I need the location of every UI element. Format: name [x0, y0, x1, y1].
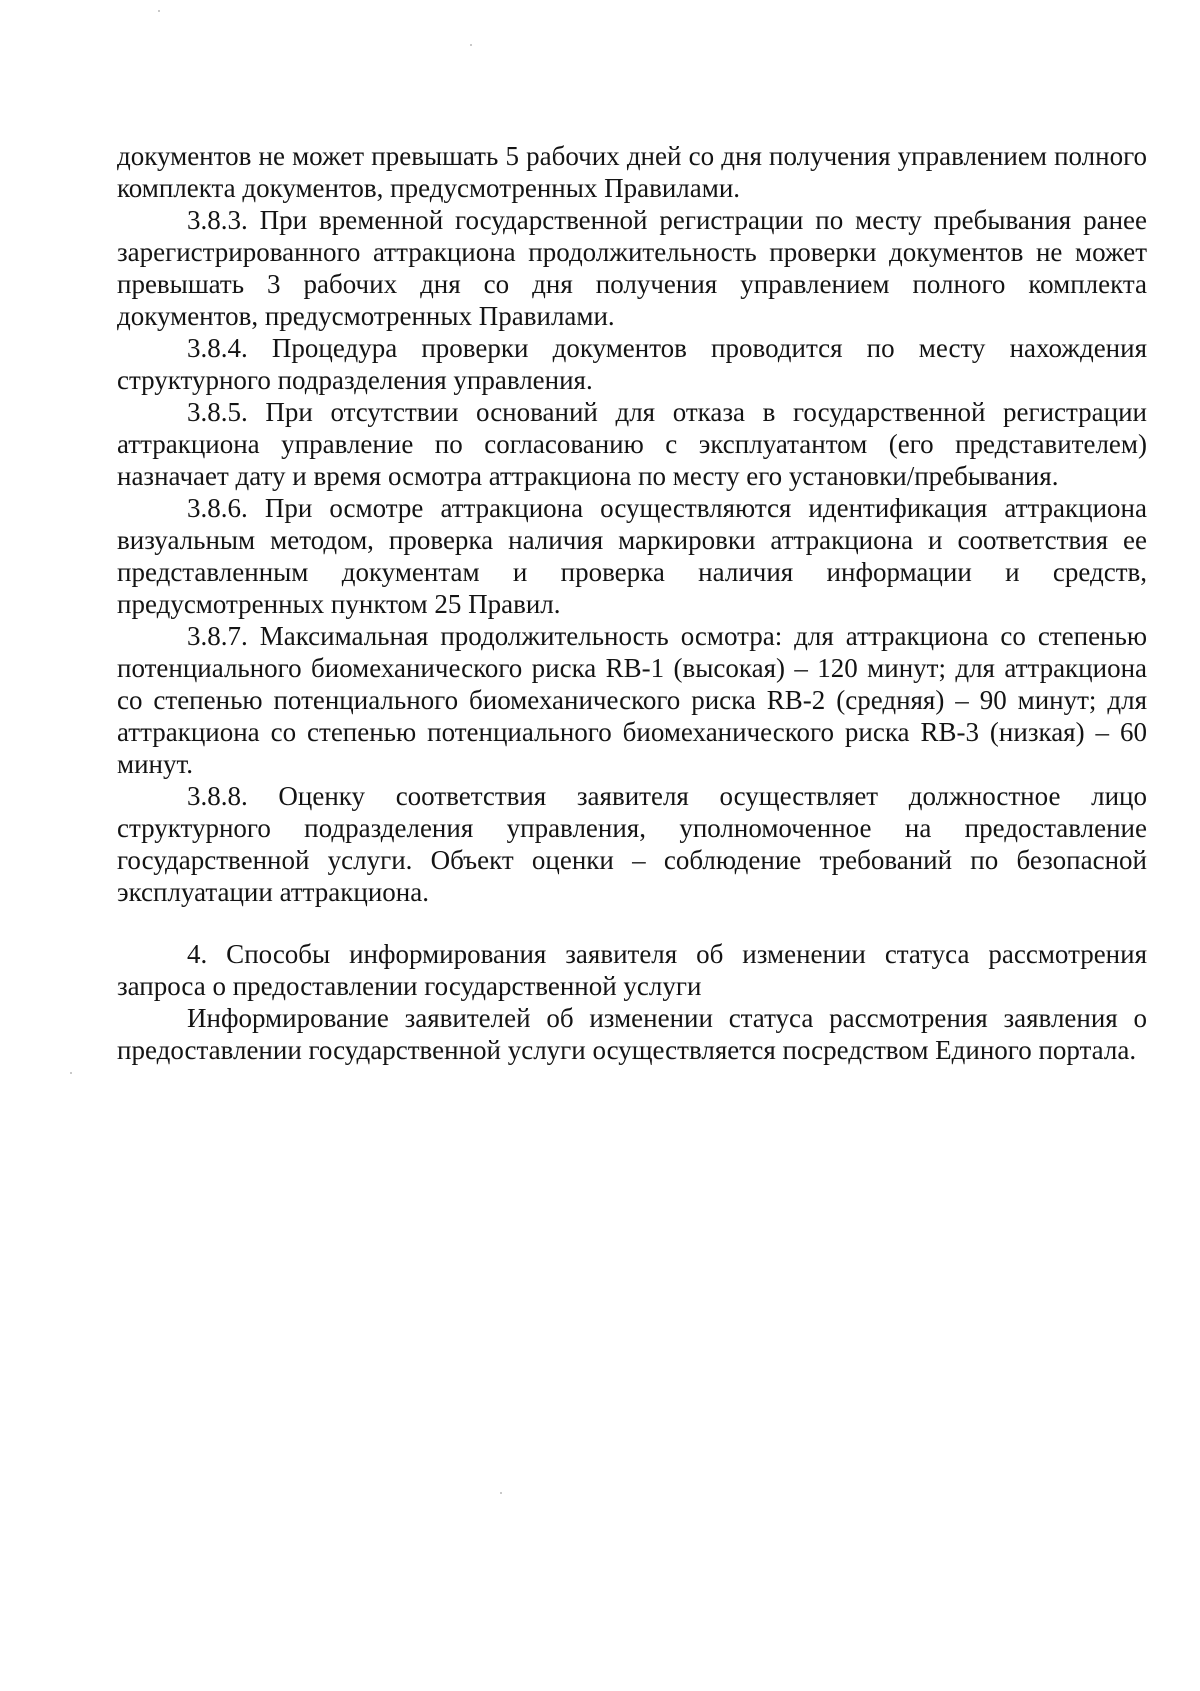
paragraph-3-8-5: 3.8.5. При отсутствии оснований для отказа в государственной регистрации аттракциона управление по согласованию с эксплуатантом (его представителем) назначает дату и время осмотра аттракциона по месту его установки/пребывания. [117, 397, 1147, 491]
paragraph-3-8-7: 3.8.7. Максимальная продолжительность осмотра: для аттракциона со степенью потенциального биомеханического риска RB-1 (высокая) – 120 минут; для аттракциона со степенью потенциального биомеханического риска RB-2 (средняя) – 90 минут; для аттракциона со степенью потенциального биомеханического риска RB-3 (низкая) – 60 минут. [117, 621, 1147, 779]
section-4-heading: 4. Способы информирования заявителя об изменении статуса рассмотрения запроса о предоставлении государственной услуги [117, 939, 1147, 1001]
scan-speck [500, 1492, 502, 1494]
scan-speck [158, 10, 160, 12]
scan-speck [470, 44, 472, 46]
paragraph-3-8-3: 3.8.3. При временной государственной регистрации по месту пребывания ранее зарегистрированного аттракциона продолжительность проверки документов не может превышать 3 рабочих дня со дня получения управлением полного комплекта документов, предусмотренных Правилами. [117, 205, 1147, 331]
paragraph-3-8-8: 3.8.8. Оценку соответствия заявителя осуществляет должностное лицо структурного подразделения управления, уполномоченное на предоставление государственной услуги. Объект оценки – соблюдение требований по безопасной эксплуатации аттракциона. [117, 781, 1147, 907]
paragraph-3-8-4: 3.8.4. Процедура проверки документов проводится по месту нахождения структурного подразделения управления. [117, 333, 1147, 395]
paragraph-section-4-body: Информирование заявителей об изменении статуса рассмотрения заявления о предоставлении государственной услуги осуществляется посредством Единого портала. [117, 1003, 1147, 1065]
scan-speck [70, 1072, 72, 1074]
paragraph-continuation: документов не может превышать 5 рабочих дней со дня получения управлением полного комплекта документов, предусмотренных Правилами. [117, 141, 1147, 203]
document-body [117, 140, 1147, 1066]
paragraph-3-8-6: 3.8.6. При осмотре аттракциона осуществляются идентификация аттракциона визуальным методом, проверка наличия маркировки аттракциона и соответствия ее представленным документам и проверка наличия информации и средств, предусмотренных пунктом 25 Правил. [117, 493, 1147, 619]
